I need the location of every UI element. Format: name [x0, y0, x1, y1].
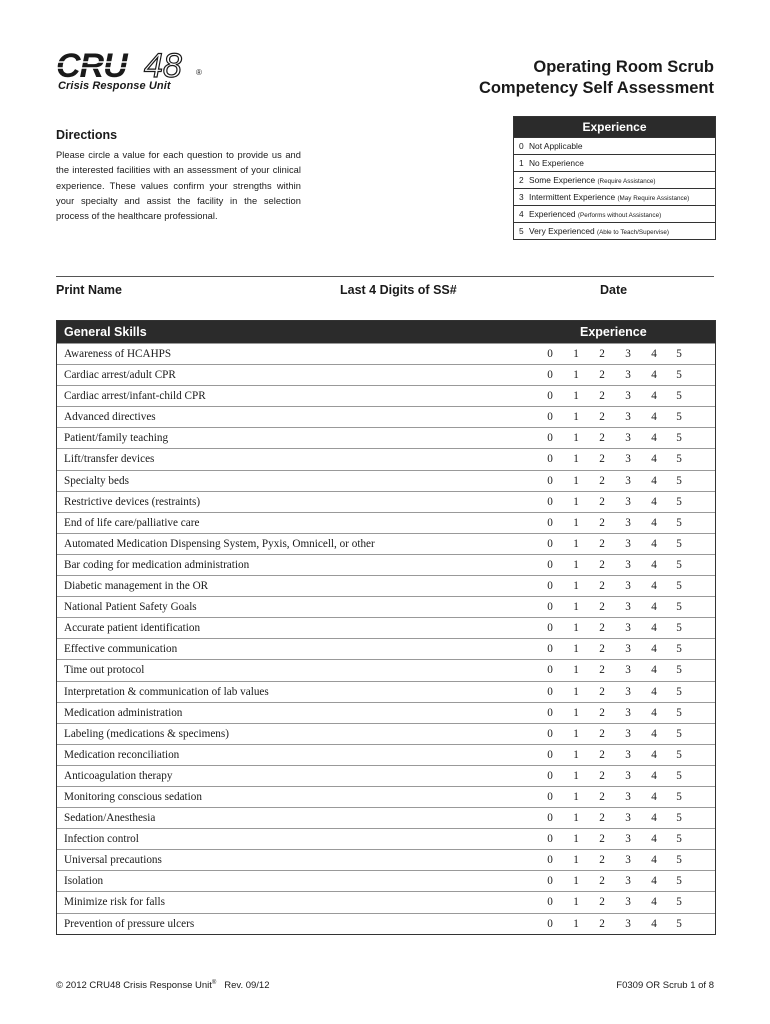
rating-option-2[interactable]: 2: [599, 537, 605, 550]
rating-option-4[interactable]: 4: [651, 558, 657, 571]
rating-option-4[interactable]: 4: [651, 727, 657, 740]
logo-letters: CRU: [56, 50, 127, 82]
legend-value: 2: [519, 175, 524, 185]
rating-option-0[interactable]: 0: [547, 643, 553, 656]
legend-row: [514, 205, 715, 222]
rating-option-0[interactable]: 0: [547, 558, 553, 571]
legend-value: 5: [519, 226, 524, 236]
skill-name: Effective communication: [64, 643, 178, 656]
table-row: [57, 744, 715, 765]
rating-option-3[interactable]: 3: [625, 411, 631, 424]
rating-option-2[interactable]: 2: [599, 411, 605, 424]
skill-name: Isolation: [64, 875, 104, 888]
table-row: [57, 596, 715, 617]
document-title: [479, 57, 714, 99]
skill-name: Bar coding for medication administration: [64, 558, 250, 571]
legend-note: (Performs without Assistance): [577, 212, 662, 219]
skill-name: Prevention of pressure ulcers: [64, 917, 195, 930]
rating-option-0[interactable]: 0: [547, 769, 553, 782]
skill-name: Specialty beds: [64, 474, 129, 487]
skill-name: End of life care/palliative care: [64, 516, 200, 529]
directions-section: [56, 128, 301, 224]
rating-option-2[interactable]: 2: [599, 601, 605, 614]
skill-name: Patient/family teaching: [64, 432, 169, 445]
rating-option-1[interactable]: 1: [573, 580, 579, 593]
table-row: [57, 659, 715, 680]
legend-label: Some Experience: [529, 175, 596, 185]
rating-option-5[interactable]: 5: [676, 411, 682, 424]
rating-option-1[interactable]: 1: [573, 790, 579, 803]
rating-option-5[interactable]: 5: [676, 622, 682, 635]
rating-option-3[interactable]: 3: [625, 516, 631, 529]
table-row: [57, 617, 715, 638]
rating-option-5[interactable]: 5: [676, 474, 682, 487]
revision-text: Rev. 09/12: [224, 980, 270, 992]
rating-option-4[interactable]: 4: [651, 664, 657, 677]
rating-option-5[interactable]: 5: [676, 727, 682, 740]
rating-option-0[interactable]: 0: [547, 516, 553, 529]
legend-header: Experience: [514, 117, 715, 137]
rating-option-4[interactable]: 4: [651, 769, 657, 782]
rating-option-3[interactable]: 3: [625, 537, 631, 550]
legend-row: [514, 222, 715, 239]
skill-name: National Patient Safety Goals: [64, 601, 197, 614]
rating-option-2[interactable]: 2: [599, 580, 605, 593]
table-row: [57, 870, 715, 891]
rating-option-0[interactable]: 0: [547, 917, 553, 930]
rating-option-1[interactable]: 1: [573, 390, 579, 403]
rating-option-0[interactable]: 0: [547, 812, 553, 825]
rating-option-2[interactable]: 2: [599, 790, 605, 803]
rating-option-1[interactable]: 1: [573, 516, 579, 529]
rating-option-0[interactable]: 0: [547, 896, 553, 909]
skill-name: Sedation/Anesthesia: [64, 812, 156, 825]
table-row: [57, 512, 715, 533]
skill-name: Medication administration: [64, 706, 183, 719]
table-row: [57, 849, 715, 870]
skill-name: Accurate patient identification: [64, 622, 201, 635]
rating-option-5[interactable]: 5: [676, 790, 682, 803]
rating-option-4[interactable]: 4: [651, 537, 657, 550]
rating-option-0[interactable]: 0: [547, 411, 553, 424]
rating-option-2[interactable]: 2: [599, 664, 605, 677]
table-header: [57, 321, 715, 343]
logo-number: 48: [144, 50, 182, 82]
rating-option-1[interactable]: 1: [573, 896, 579, 909]
rating-option-4[interactable]: 4: [651, 854, 657, 867]
rating-option-0[interactable]: 0: [547, 790, 553, 803]
rating-option-2[interactable]: 2: [599, 558, 605, 571]
rating-option-4[interactable]: 4: [651, 390, 657, 403]
skill-name: Monitoring conscious sedation: [64, 790, 202, 803]
rating-option-1[interactable]: 1: [573, 833, 579, 846]
rating-option-3[interactable]: 3: [625, 854, 631, 867]
table-row: [57, 828, 715, 849]
rating-option-0[interactable]: 0: [547, 537, 553, 550]
rating-option-0[interactable]: 0: [547, 580, 553, 593]
table-row: [57, 554, 715, 575]
rating-option-4[interactable]: 4: [651, 812, 657, 825]
rating-option-1[interactable]: 1: [573, 558, 579, 571]
rating-option-3[interactable]: 3: [625, 453, 631, 466]
legend-note: (Require Assistance): [597, 178, 656, 185]
rating-option-0[interactable]: 0: [547, 622, 553, 635]
rating-option-3[interactable]: 3: [625, 601, 631, 614]
rating-option-0[interactable]: 0: [547, 369, 553, 382]
table-row: [57, 913, 715, 934]
rating-option-0[interactable]: 0: [547, 432, 553, 445]
rating-option-1[interactable]: 1: [573, 411, 579, 424]
rating-option-1[interactable]: 1: [573, 748, 579, 761]
rating-option-5[interactable]: 5: [676, 390, 682, 403]
rating-option-2[interactable]: 2: [599, 643, 605, 656]
rating-option-4[interactable]: 4: [651, 601, 657, 614]
rating-option-5[interactable]: 5: [676, 664, 682, 677]
rating-option-4[interactable]: 4: [651, 790, 657, 803]
table-row: [57, 702, 715, 723]
rating-option-5[interactable]: 5: [676, 833, 682, 846]
rating-option-0[interactable]: 0: [547, 706, 553, 719]
rating-option-4[interactable]: 4: [651, 432, 657, 445]
rating-option-5[interactable]: 5: [676, 537, 682, 550]
table-row: [57, 470, 715, 491]
company-logo: [56, 50, 216, 95]
rating-option-0[interactable]: 0: [547, 875, 553, 888]
skill-name: Infection control: [64, 833, 139, 846]
table-row: [57, 575, 715, 596]
skill-name: Time out protocol: [64, 664, 145, 677]
cru48-logo-mark: [56, 50, 206, 82]
rating-option-0[interactable]: 0: [547, 854, 553, 867]
rating-option-3[interactable]: 3: [625, 812, 631, 825]
rating-option-1[interactable]: 1: [573, 643, 579, 656]
skill-name: Labeling (medications & specimens): [64, 727, 229, 740]
rating-option-1[interactable]: 1: [573, 474, 579, 487]
rating-option-0[interactable]: 0: [547, 495, 553, 508]
rating-option-3[interactable]: 3: [625, 896, 631, 909]
legend-label: Intermittent Experience: [529, 192, 616, 202]
rating-option-1[interactable]: 1: [573, 875, 579, 888]
legend-row: [514, 188, 715, 205]
legend-value: 4: [519, 209, 524, 219]
rating-option-2[interactable]: 2: [599, 706, 605, 719]
rating-option-1[interactable]: 1: [573, 622, 579, 635]
general-skills-heading: General Skills: [64, 325, 147, 339]
legend-row: [514, 171, 715, 188]
rating-option-4[interactable]: 4: [651, 875, 657, 888]
rating-option-2[interactable]: 2: [599, 812, 605, 825]
directions-heading: Directions: [56, 128, 118, 142]
logo-tagline: Crisis Response Unit: [58, 80, 171, 92]
skill-name: Minimize risk for falls: [64, 896, 165, 909]
experience-legend: [513, 116, 716, 240]
rating-option-5[interactable]: 5: [676, 685, 682, 698]
rating-option-2[interactable]: 2: [599, 896, 605, 909]
rating-option-5[interactable]: 5: [676, 580, 682, 593]
rating-option-0[interactable]: 0: [547, 601, 553, 614]
rating-option-0[interactable]: 0: [547, 685, 553, 698]
rating-option-4[interactable]: 4: [651, 453, 657, 466]
skill-name: Cardiac arrest/adult CPR: [64, 369, 176, 382]
footer-page-info: F0309 OR Scrub 1 of 8: [616, 980, 714, 991]
rating-option-5[interactable]: 5: [676, 748, 682, 761]
legend-value: 0: [519, 141, 524, 151]
rating-option-0[interactable]: 0: [547, 833, 553, 846]
table-row: [57, 385, 715, 406]
document-title-line2: Competency Self Assessment: [478, 79, 714, 97]
legend-label: Experienced: [529, 209, 576, 219]
rating-option-0[interactable]: 0: [547, 474, 553, 487]
legend-row: [514, 137, 715, 154]
table-row: [57, 723, 715, 744]
rating-option-4[interactable]: 4: [651, 917, 657, 930]
rating-option-3[interactable]: 3: [625, 558, 631, 571]
footer-copyright: [56, 980, 270, 991]
table-row: [57, 765, 715, 786]
rating-option-4[interactable]: 4: [651, 833, 657, 846]
rating-option-0[interactable]: 0: [547, 348, 553, 360]
rating-option-2[interactable]: 2: [599, 474, 605, 487]
rating-option-2[interactable]: 2: [599, 369, 605, 382]
table-row: [57, 786, 715, 807]
rating-option-2[interactable]: 2: [599, 432, 605, 445]
skill-name: Awareness of HCAHPS: [64, 348, 172, 360]
rating-option-4[interactable]: 4: [651, 748, 657, 761]
legend-label: No Experience: [529, 158, 584, 168]
table-row: [57, 681, 715, 702]
rating-option-2[interactable]: 2: [599, 390, 605, 403]
copyright-text: © 2012 CRU48 Crisis Response Unit: [56, 980, 212, 992]
rating-option-5[interactable]: 5: [676, 812, 682, 825]
rating-option-1[interactable]: 1: [573, 854, 579, 867]
rating-option-0[interactable]: 0: [547, 453, 553, 466]
rating-option-1[interactable]: 1: [573, 601, 579, 614]
table-row: [57, 406, 715, 427]
rating-option-3[interactable]: 3: [625, 622, 631, 635]
rating-option-4[interactable]: 4: [651, 348, 657, 360]
rating-option-4[interactable]: 4: [651, 474, 657, 487]
rating-option-5[interactable]: 5: [676, 875, 682, 888]
legend-value: 1: [519, 158, 524, 168]
skill-name: Anticoagulation therapy: [64, 769, 173, 782]
rating-option-5[interactable]: 5: [676, 495, 682, 508]
rating-option-3[interactable]: 3: [625, 495, 631, 508]
rating-option-2[interactable]: 2: [599, 917, 605, 930]
rating-option-3[interactable]: 3: [625, 348, 631, 360]
rating-option-5[interactable]: 5: [676, 432, 682, 445]
rating-option-5[interactable]: 5: [676, 769, 682, 782]
rating-option-5[interactable]: 5: [676, 896, 682, 909]
rating-option-5[interactable]: 5: [676, 706, 682, 719]
rating-option-3[interactable]: 3: [625, 685, 631, 698]
rating-option-1[interactable]: 1: [573, 348, 579, 360]
ssn-label: Last 4 Digits of SS#: [340, 283, 457, 297]
rating-option-3[interactable]: 3: [625, 390, 631, 403]
table-row: [57, 364, 715, 385]
rating-option-5[interactable]: 5: [676, 348, 682, 360]
table-row: [57, 491, 715, 512]
rating-option-2[interactable]: 2: [599, 727, 605, 740]
rating-option-3[interactable]: 3: [625, 917, 631, 930]
rating-option-3[interactable]: 3: [625, 643, 631, 656]
rating-option-2[interactable]: 2: [599, 495, 605, 508]
rating-option-0[interactable]: 0: [547, 727, 553, 740]
registered-mark: ®: [211, 980, 217, 986]
table-row: [57, 448, 715, 469]
general-skills-table: [56, 320, 716, 935]
rating-option-5[interactable]: 5: [676, 917, 682, 930]
skill-name: Universal precautions: [64, 854, 162, 867]
rating-option-4[interactable]: 4: [651, 685, 657, 698]
rating-option-4[interactable]: 4: [651, 369, 657, 382]
rating-option-1[interactable]: 1: [573, 727, 579, 740]
rating-option-1[interactable]: 1: [573, 453, 579, 466]
rating-option-3[interactable]: 3: [625, 790, 631, 803]
skill-name: Diabetic management in the OR: [64, 580, 209, 593]
rating-option-3[interactable]: 3: [625, 875, 631, 888]
date-label: Date: [600, 283, 628, 297]
rating-option-1[interactable]: 1: [573, 812, 579, 825]
directions-text: Please circle a value for each question to provide us and the interested facilities with an assessment of your clinical experience. These values confirm your strengths within your specialty and assist the facility in the selection process of the healthcare professional.: [56, 150, 301, 222]
table-row: [57, 533, 715, 554]
rating-option-0[interactable]: 0: [547, 390, 553, 403]
rating-option-2[interactable]: 2: [599, 833, 605, 846]
rating-option-1[interactable]: 1: [573, 369, 579, 382]
legend-value: 3: [519, 192, 524, 202]
rating-option-5[interactable]: 5: [676, 369, 682, 382]
rating-option-0[interactable]: 0: [547, 748, 553, 761]
svg-text:®: ®: [196, 68, 202, 77]
table-row: [57, 891, 715, 912]
rating-option-4[interactable]: 4: [651, 411, 657, 424]
rating-option-3[interactable]: 3: [625, 727, 631, 740]
rating-option-4[interactable]: 4: [651, 516, 657, 529]
rating-option-2[interactable]: 2: [599, 748, 605, 761]
rating-option-4[interactable]: 4: [651, 622, 657, 635]
skill-name: Automated Medication Dispensing System, Pyxis, Omnicell, or other: [64, 537, 375, 550]
rating-option-1[interactable]: 1: [573, 664, 579, 677]
signature-line[interactable]: [56, 276, 714, 277]
rating-option-5[interactable]: 5: [676, 453, 682, 466]
rating-option-2[interactable]: 2: [599, 769, 605, 782]
experience-heading: Experience: [580, 325, 647, 339]
rating-option-3[interactable]: 3: [625, 432, 631, 445]
legend-row: [514, 154, 715, 171]
rating-option-5[interactable]: 5: [676, 516, 682, 529]
rating-option-3[interactable]: 3: [625, 474, 631, 487]
rating-option-3[interactable]: 3: [625, 833, 631, 846]
legend-label: Not Applicable: [529, 141, 583, 151]
document-title-line1: Operating Room Scrub: [533, 58, 714, 76]
rating-option-3[interactable]: 3: [625, 664, 631, 677]
rating-option-4[interactable]: 4: [651, 706, 657, 719]
skill-name: Cardiac arrest/infant-child CPR: [64, 390, 206, 403]
rating-option-1[interactable]: 1: [573, 706, 579, 719]
print-name-label: Print Name: [56, 283, 122, 297]
rating-option-1[interactable]: 1: [573, 432, 579, 445]
rating-option-2[interactable]: 2: [599, 348, 605, 360]
rating-option-2[interactable]: 2: [599, 622, 605, 635]
legend-note: (May Require Assistance): [617, 195, 690, 202]
rating-option-1[interactable]: 1: [573, 769, 579, 782]
rating-option-2[interactable]: 2: [599, 854, 605, 867]
rating-option-3[interactable]: 3: [625, 769, 631, 782]
rating-option-2[interactable]: 2: [599, 685, 605, 698]
rating-option-2[interactable]: 2: [599, 875, 605, 888]
legend-label: Very Experienced: [529, 226, 595, 236]
legend-note: (Able to Teach/Supervise): [596, 229, 669, 236]
skill-name: Restrictive devices (restraints): [64, 495, 201, 508]
skill-name: Interpretation & communication of lab values: [64, 685, 269, 698]
rating-option-3[interactable]: 3: [625, 748, 631, 761]
table-row: [57, 638, 715, 659]
rating-option-2[interactable]: 2: [599, 453, 605, 466]
rating-option-5[interactable]: 5: [676, 854, 682, 867]
rating-option-4[interactable]: 4: [651, 896, 657, 909]
rating-option-0[interactable]: 0: [547, 664, 553, 677]
rating-option-3[interactable]: 3: [625, 580, 631, 593]
rating-option-3[interactable]: 3: [625, 369, 631, 382]
table-row: [57, 807, 715, 828]
rating-option-1[interactable]: 1: [573, 685, 579, 698]
rating-option-4[interactable]: 4: [651, 580, 657, 593]
rating-option-5[interactable]: 5: [676, 643, 682, 656]
rating-option-1[interactable]: 1: [573, 495, 579, 508]
rating-option-5[interactable]: 5: [676, 558, 682, 571]
rating-option-4[interactable]: 4: [651, 495, 657, 508]
skill-name: Medication reconciliation: [64, 748, 180, 761]
table-row: [57, 343, 715, 364]
rating-option-2[interactable]: 2: [599, 516, 605, 529]
table-row: [57, 427, 715, 448]
rating-option-3[interactable]: 3: [625, 706, 631, 719]
rating-option-5[interactable]: 5: [676, 601, 682, 614]
rating-option-4[interactable]: 4: [651, 643, 657, 656]
skill-name: Lift/transfer devices: [64, 453, 155, 466]
skill-name: Advanced directives: [64, 411, 156, 424]
rating-option-1[interactable]: 1: [573, 917, 579, 930]
rating-option-1[interactable]: 1: [573, 537, 579, 550]
